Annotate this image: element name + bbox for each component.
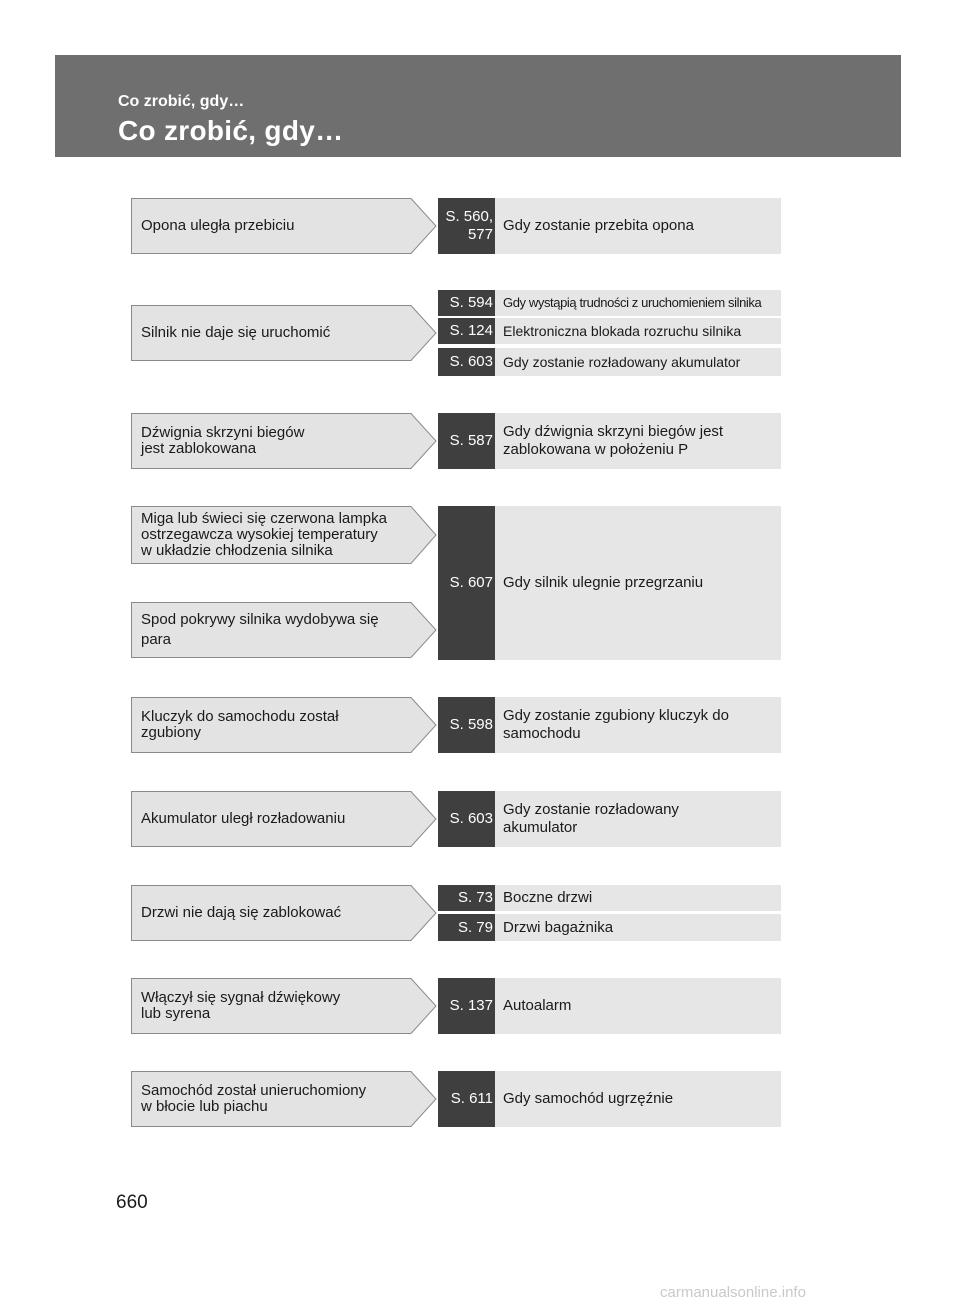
action-description: Boczne drzwi — [495, 885, 781, 911]
section-subtitle: Co zrobić, gdy… — [118, 93, 245, 110]
situation-box — [131, 791, 437, 847]
situation-box — [131, 885, 437, 941]
situation-box — [131, 978, 437, 1034]
situation-box — [131, 305, 437, 361]
section-header — [55, 55, 901, 157]
page-reference-link[interactable]: S. 594 — [438, 290, 495, 316]
page-reference-link[interactable]: S. 560, 577 — [438, 198, 495, 254]
action-description: Gdy zostanie zgubiony kluczyk do samochodu — [495, 697, 781, 753]
action-description: Drzwi bagażnika — [495, 914, 781, 941]
action-description: Gdy wystąpią trudności z uruchomieniem silnika — [495, 290, 781, 316]
situation-label: Spod pokrywy silnika wydobywa się para — [141, 611, 379, 648]
situation-label: Dźwignia skrzyni biegów jest zablokowana — [141, 424, 305, 457]
action-description: Elektroniczna blokada rozruchu silnika — [495, 318, 781, 344]
action-description: Gdy samochód ugrzęźnie — [495, 1071, 781, 1127]
situation-box — [131, 506, 437, 564]
action-description: Gdy zostanie rozładowany akumulator — [495, 791, 781, 847]
situation-label: Samochód został unieruchomiony w błocie lub piachu — [141, 1082, 367, 1115]
situation-box — [131, 1071, 437, 1127]
watermark: carmanualsonline.info — [660, 1284, 806, 1301]
section-title: Co zrobić, gdy… — [118, 115, 344, 146]
page-reference-link[interactable]: S. 79 — [438, 914, 495, 941]
situation-label: Silnik nie daje się uruchomić — [141, 324, 331, 341]
situation-label: Akumulator uległ rozładowaniu — [141, 810, 346, 827]
situation-label: Kluczyk do samochodu został zgubiony — [141, 708, 339, 741]
page-reference-link[interactable]: S. 603 — [438, 791, 495, 847]
situation-box — [131, 413, 437, 469]
page-reference-link[interactable]: S. 587 — [438, 413, 495, 469]
situation-label: Opona uległa przebiciu — [141, 217, 295, 234]
situation-label: Drzwi nie dają się zablokować — [141, 904, 342, 921]
action-description: Autoalarm — [495, 978, 781, 1034]
situation-box — [131, 697, 437, 753]
situation-label: Włączył się sygnał dźwiękowy lub syrena — [141, 989, 341, 1022]
page-reference-link[interactable]: S. 73 — [438, 885, 495, 911]
page-reference-link[interactable]: S. 611 — [438, 1071, 495, 1127]
page-reference-link[interactable]: S. 137 — [438, 978, 495, 1034]
action-description: Gdy zostanie rozładowany akumulator — [495, 348, 781, 376]
page-reference-link[interactable]: S. 603 — [438, 348, 495, 376]
page-reference-link[interactable]: S. 598 — [438, 697, 495, 753]
page-reference-link[interactable]: S. 607 — [438, 506, 495, 660]
action-description: Gdy dźwignia skrzyni biegów jest zablokowana w położeniu P — [495, 413, 781, 469]
action-description: Gdy silnik ulegnie przegrzaniu — [495, 506, 781, 660]
situation-box — [131, 602, 437, 658]
situation-label: Miga lub świeci się czerwona lampka ostrzegawcza wysokiej temperatury w układzie chłodzenia silnika — [141, 510, 387, 559]
action-description: Gdy zostanie przebita opona — [495, 198, 781, 254]
page-reference-link[interactable]: S. 124 — [438, 318, 495, 344]
situation-box — [131, 198, 437, 254]
page-number: 660 — [116, 1192, 148, 1213]
